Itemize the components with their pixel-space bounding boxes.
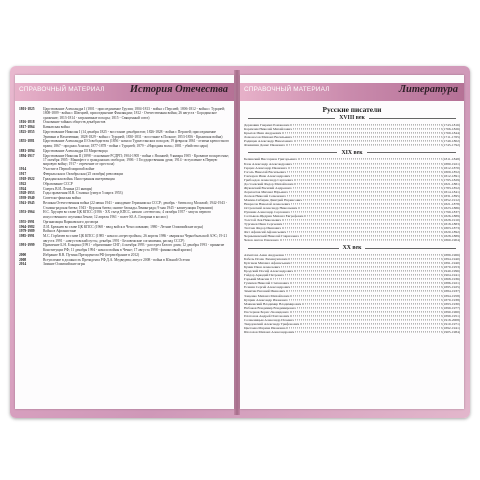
writer-name: Некрасов Николай Алексеевич xyxy=(244,201,291,206)
left-page-header-band xyxy=(15,83,234,101)
writer-years: (1870-1938) xyxy=(442,297,460,302)
dot-leader xyxy=(303,199,441,200)
history-year: 1955-1991 xyxy=(19,219,35,224)
writer-name: Жуковский Василий Андреевич xyxy=(244,185,292,190)
history-event: Царствование Александра II Освободителя (1856 - начало Туркестанских походов; 19 февраля 1861 - отмена крепостного права; 1867 - продажа Аляски; 1877-1878 - война с Турцией; 1879 - «Народная воля»; 1881 - убийство царя) xyxy=(43,139,230,148)
dot-leader xyxy=(291,263,441,264)
writer-years: (1891-1940) xyxy=(442,261,460,266)
dot-leader xyxy=(291,211,442,212)
dot-leader xyxy=(294,179,442,180)
writer-years: (1818-1883) xyxy=(442,222,460,227)
history-year: 1922 xyxy=(19,181,27,186)
history-row xyxy=(19,154,230,167)
writer-name: Булгаков Михаил Афанасьевич xyxy=(244,261,291,266)
dot-leader xyxy=(290,311,442,312)
writer-years: (1821-1878) xyxy=(442,201,460,206)
writer-name: Гайдар Аркадий Петрович xyxy=(244,273,284,278)
history-event: Участие в Первой мировой войне xyxy=(43,167,95,172)
history-event: Правление Б.Н. Ельцина (1991 - образование СНГ; 4 октября 1993 - расстрел Белого дома; 12 декабря 1993 - принятие Конституции РФ; 11 декабря 1994 - начало войны в Чечне; 17 августа 1998 - финансовый кризис) xyxy=(43,243,225,252)
dot-leader xyxy=(286,291,441,292)
century-label: XIX век xyxy=(341,149,363,156)
history-event: М.С. Горбачев во главе ЦК КПСС (1985 - начало «перестройки»; 26 апреля 1986 - авария на Чернобыльской АЭС; 19-21 августа 1991 - «августовский путч»; декабрь 1991 - Беловежские соглашения, распад СССР) xyxy=(43,234,228,243)
writer-years: (1812-1891) xyxy=(442,173,460,178)
century-heading xyxy=(244,150,460,156)
century-rule xyxy=(248,118,335,119)
century-heading xyxy=(244,245,460,251)
history-row xyxy=(19,149,230,153)
writer-years: (1823-1886) xyxy=(442,206,460,211)
history-row xyxy=(19,201,230,210)
dot-leader xyxy=(282,132,441,133)
dot-leader xyxy=(302,303,441,304)
writer-years: (1880-1921) xyxy=(442,161,460,166)
writer-years: (1745-1792) xyxy=(442,142,460,147)
writer-years: (1895-1925) xyxy=(442,285,460,290)
dot-leader xyxy=(291,203,441,204)
history-row xyxy=(19,243,230,252)
history-event: Царствование Александра III Миротворца xyxy=(43,148,108,153)
writer-years: (1831-1895) xyxy=(442,193,460,198)
writer-years: (1749-1802) xyxy=(442,138,460,143)
history-event: Годы правления И.В. Сталина (умер в 5 марта 1953) xyxy=(43,191,123,196)
writer-name: Чернышевский Николай Гаврилович xyxy=(244,234,299,239)
writer-name: Гумилев Николай Степанович xyxy=(244,281,289,286)
dot-leader xyxy=(293,128,442,129)
left-page-title: История Отечества xyxy=(129,84,228,95)
writer-name: Бродский Иосиф Александрович xyxy=(244,269,294,274)
history-year: 2014 xyxy=(19,262,27,267)
history-row xyxy=(19,253,230,257)
writer-name: Ломоносов Михаил Васильевич xyxy=(244,134,292,139)
dot-leader xyxy=(282,228,442,229)
century-label: XVIII век xyxy=(339,115,365,121)
dot-leader xyxy=(298,207,441,208)
dot-leader xyxy=(300,323,441,324)
writer-name: Тютчев Федор Иванович xyxy=(244,226,281,231)
dot-leader xyxy=(281,267,441,268)
writer-years: (1766-1826) xyxy=(442,126,460,131)
writer-name: Есенин Сергей Александрович xyxy=(244,285,291,290)
history-year: 1825-1855 xyxy=(19,130,35,135)
writers-content xyxy=(244,107,460,405)
dot-leader xyxy=(293,187,442,188)
writer-years: (1905-1984) xyxy=(442,329,460,334)
dot-leader xyxy=(293,163,442,164)
writer-name: Салтыков-Щедрин Михаил Евграфович xyxy=(244,214,304,219)
right-page-title: Литература xyxy=(398,84,458,95)
dot-leader xyxy=(288,258,441,259)
writer-years: (1783-1852) xyxy=(442,185,460,190)
dot-leader xyxy=(283,224,441,225)
history-row xyxy=(19,196,230,200)
left-page-history xyxy=(15,75,234,409)
dot-leader xyxy=(282,220,441,221)
history-year: 1855-1881 xyxy=(19,139,35,144)
history-event: Вступление в должность Президента РФ Д.А. Медведева; август 2008 - война в Южной Осетии xyxy=(43,257,190,262)
writer-name: Крылов Иван Андреевич xyxy=(244,130,282,135)
writer-name: Достоевский Федор Михайлович xyxy=(244,181,294,186)
history-row xyxy=(19,234,230,243)
writer-name: Радищев Александр Николаевич xyxy=(244,138,293,143)
writer-name: Островский Александр Николаевич xyxy=(244,206,298,211)
writer-years: (1812-1870) xyxy=(442,165,460,170)
history-row xyxy=(19,229,230,233)
writer-years: (1860-1904) xyxy=(442,238,460,243)
history-event: Зимние Олимпийские игры xyxy=(43,262,86,267)
writer-years: (1811-1848) xyxy=(442,157,460,162)
writer-years: (1886-1921) xyxy=(442,281,460,286)
writer-years: (1894-1940) xyxy=(442,257,460,262)
history-row xyxy=(19,262,230,266)
century-rule xyxy=(248,248,339,249)
history-event: Февральская и Октябрьская (25 октября) революции xyxy=(43,171,124,176)
history-row xyxy=(19,225,230,229)
writer-years: (1918-2008) xyxy=(442,317,460,322)
century-label: XX век xyxy=(342,245,362,252)
writer-name: Платонов Андрей Платонович xyxy=(244,313,290,318)
history-event: Кавказская война xyxy=(43,125,70,130)
dot-leader xyxy=(289,191,442,192)
dot-leader xyxy=(285,254,441,255)
writer-name: Фет Афанасий Афанасьевич xyxy=(244,230,287,235)
writer-years: (1826-1889) xyxy=(442,214,460,219)
dot-leader xyxy=(291,175,441,176)
dot-leader xyxy=(287,232,441,233)
history-year: 1953-1964 xyxy=(19,210,35,215)
dot-leader xyxy=(291,287,441,288)
writer-years: (1890-1960) xyxy=(442,309,460,314)
history-event: Основание тайных обществ декабристов xyxy=(43,120,106,125)
dot-leader xyxy=(289,299,442,300)
dot-leader xyxy=(290,315,441,316)
writer-name: Герцен Александр Иванович xyxy=(244,165,287,170)
writer-years: (1803-1873) xyxy=(442,226,460,231)
writer-years: (1940-1996) xyxy=(442,269,460,274)
history-event: Царствование Александра I (1801 - присоединение Грузии; 1804-1813 - война с Персией; 1806-1812 - война с Турцией; 1808-1809 - война с Швецией, присоединение Финляндии; 1812 - Отечественная война; 26 августа - Бородинское сражение; 1813-1814 - заграничные походы; 1815 - Священный союз) xyxy=(43,107,226,120)
writer-name: Замятин Евгений Иванович xyxy=(244,289,286,294)
writer-name: Грибоедов Александр Сергеевич xyxy=(244,177,293,182)
history-row xyxy=(19,258,230,262)
century-rule xyxy=(369,118,456,119)
dot-leader xyxy=(270,279,441,280)
history-year: 1914 xyxy=(19,167,27,172)
writer-name: Бабель Исаак Эммануилович xyxy=(244,257,288,262)
dot-leader xyxy=(294,271,441,272)
dot-leader xyxy=(293,136,442,137)
century-rule xyxy=(248,152,337,153)
writer-years: (1743-1816) xyxy=(442,122,460,127)
history-row xyxy=(19,107,230,120)
century-rule xyxy=(365,248,456,249)
dot-leader xyxy=(304,216,441,217)
writer-years: (1828-1910) xyxy=(442,218,460,223)
writer-years: (1795-1829) xyxy=(442,177,460,182)
history-year: 1894-1917 xyxy=(19,153,35,158)
history-row xyxy=(19,120,230,124)
writer-name: Тургенев Иван Сергеевич xyxy=(244,222,283,227)
writer-name: Лермонтов Михаил Юрьевич xyxy=(244,189,288,194)
dot-leader xyxy=(297,307,442,308)
history-event: Организация Варшавского договора xyxy=(43,219,99,224)
writer-name: Толстой Лев Николаевич xyxy=(244,218,282,223)
writer-name: Ахматова Анна Андреевна xyxy=(244,253,285,258)
history-year: 1801-1825 xyxy=(19,107,35,111)
history-year: 1918-1922 xyxy=(19,176,35,181)
history-year: 1979-1989 xyxy=(19,229,35,234)
writer-years: (1910-1971) xyxy=(442,321,460,326)
writer-years: (1820-1892) xyxy=(442,230,460,235)
dot-leader xyxy=(280,240,442,241)
history-year: 1985-1991 xyxy=(19,234,35,239)
history-year: 1816-1818 xyxy=(19,120,35,125)
writer-years: (1868-1936) xyxy=(442,277,460,282)
history-event: Л.И. Брежнев во главе ЦК КПСС (1968 - ввод войск в Чехословакию; 1980 - Летние Олимпийские игры) xyxy=(43,224,204,229)
writer-years: (1711-1765) xyxy=(442,134,460,139)
writer-name: Белинский Виссарион Григорьевич xyxy=(244,157,297,162)
history-year: 2000 xyxy=(19,252,27,257)
history-year: 1928-1953 xyxy=(19,191,35,196)
century-gap xyxy=(244,242,460,244)
century-heading xyxy=(244,115,460,121)
writer-years: (1893-1930) xyxy=(442,301,460,306)
history-row xyxy=(19,191,230,195)
writer-name: Зощенко Михаил Михайлович xyxy=(244,293,290,298)
writer-name: Солженицын Александр Исаевич xyxy=(244,317,294,322)
right-page-header-band xyxy=(240,83,464,101)
writer-name: Чехов Антон Павлович xyxy=(244,238,279,243)
history-row xyxy=(19,172,230,176)
history-year: 1991-1999 xyxy=(19,243,35,248)
history-row xyxy=(19,182,230,186)
history-event: Н.С. Хрущев во главе ЦК КПСС (1956 - XX съезд КПСС, начало «оттепели»; 4 октября 1957 - запуск первого искусственного спутника Земли; 12 апреля 1961 - полет Ю.А. Гагарина в космос) xyxy=(43,210,211,219)
dot-leader xyxy=(294,140,442,141)
history-row xyxy=(19,125,230,129)
history-event: Образование СССР xyxy=(43,181,73,186)
writer-name: Набоков Владимир Владимирович xyxy=(244,305,296,310)
history-row xyxy=(19,187,230,191)
history-year: 1817-1864 xyxy=(19,125,35,130)
writer-name: Карамзин Николай Михайлович xyxy=(244,126,292,131)
writer-years: (1892-1941) xyxy=(442,325,460,330)
writer-years: (1884-1937) xyxy=(442,289,460,294)
writer-years: (1814-1841) xyxy=(442,189,460,194)
dot-leader xyxy=(286,144,442,145)
history-row xyxy=(19,130,230,139)
writer-name: Твардовский Александр Трифонович xyxy=(244,321,300,326)
history-row xyxy=(19,220,230,224)
writer-name: Гоголь Николай Васильевич xyxy=(244,169,286,174)
history-year: 1964-1982 xyxy=(19,224,35,229)
history-year: 1881-1894 xyxy=(19,148,35,153)
history-timeline xyxy=(19,107,230,405)
century-rule xyxy=(367,152,456,153)
history-row xyxy=(19,167,230,171)
history-year: 1939-1940 xyxy=(19,196,35,201)
writer-name: Блок Александр Александрович xyxy=(244,161,292,166)
writer-name: Фонвизин Денис Иванович xyxy=(244,142,285,147)
writer-name: Гончаров Иван Александрович xyxy=(244,173,291,178)
writer-name: Горький Максим xyxy=(244,277,270,282)
writer-years: (1821-1881) xyxy=(442,181,460,186)
dot-leader xyxy=(285,275,442,276)
history-row xyxy=(19,139,230,148)
writer-years: (1870-1953) xyxy=(442,265,460,270)
writer-name: Лесков Николай Семенович xyxy=(244,193,286,198)
history-event: Царствование Николая II (1898 - основание РСДРП; 1904-1905 - война с Японией; 9 января 1905 - Кровавое воскресенье; 17 октября 1905 - Манифест о гражданских свободах; 1906 - I Государственная дума; 1914 - вступление в Первую мировую войну; 1917 - отречение от престола) xyxy=(43,153,229,167)
history-year: 1924 xyxy=(19,186,27,191)
dot-leader xyxy=(290,295,441,296)
dot-leader xyxy=(286,327,441,328)
section-title: Русские писатели xyxy=(322,105,382,114)
left-band-label: СПРАВОЧНЫЙ МАТЕРИАЛ xyxy=(19,86,105,93)
writer-years: (1889-1966) xyxy=(442,253,460,258)
century-gap xyxy=(244,147,460,149)
dot-leader xyxy=(287,171,442,172)
writer-name: Пастернак Борис Леонидович xyxy=(244,309,289,314)
writer-years: (1904-1941) xyxy=(442,273,460,278)
dot-leader xyxy=(300,236,442,237)
writer-name: Маяковский Владимир Владимирович xyxy=(244,301,302,306)
writers-list xyxy=(244,115,460,336)
history-event: Великая Отечественная война (22 июня 1941 - нападение Германии на СССР; декабрь - битва под Москвой; 1942-1943 - Сталинградская битва; 1943 - Курская битва; снятие блокады Ленинграда; 9 мая 1945 - капитуляция Германии) xyxy=(43,201,228,210)
right-band-label: СПРАВОЧНЫЙ МАТЕРИАЛ xyxy=(244,86,330,93)
dot-leader xyxy=(290,124,441,125)
history-event: Гражданская война. Иностранная интервенция xyxy=(43,176,115,181)
history-event: Война в Афганистане xyxy=(43,229,77,234)
dot-leader xyxy=(290,283,442,284)
writer-years: (1852-1912) xyxy=(442,197,460,202)
century-gap xyxy=(244,334,460,336)
writer-years: (1769-1844) xyxy=(442,130,460,135)
writer-years: (1828-1889) xyxy=(442,234,460,239)
writer-name: Мамин-Сибиряк Дмитрий Наркисович xyxy=(244,197,303,202)
dot-leader xyxy=(298,159,442,160)
writer-years: (1899-1951) xyxy=(442,313,460,318)
dot-leader xyxy=(294,183,441,184)
writer-years: (1899-1977) xyxy=(442,305,460,310)
writer-name: Пушкин Александр Сергеевич xyxy=(244,210,290,215)
writer-name: Державин Гавриил Романович xyxy=(244,122,290,127)
dot-leader xyxy=(287,195,442,196)
dot-leader xyxy=(295,319,442,320)
writer-name: Бунин Иван Алексеевич xyxy=(244,265,281,270)
writer-name: Куприн Александр Иванович xyxy=(244,297,288,302)
history-event: Избрание В.В. Путина Президентом РФ (переизбрание в 2012) xyxy=(43,252,140,257)
history-row xyxy=(19,210,230,219)
history-row xyxy=(19,177,230,181)
writer-years: (1809-1852) xyxy=(442,169,460,174)
dot-leader xyxy=(295,331,441,332)
writer-name: Цветаева Марина Ивановна xyxy=(244,325,286,330)
history-year: 1917 xyxy=(19,171,27,176)
writer-name: Шолохов Михаил Александрович xyxy=(244,329,295,334)
history-event: Царствование Николая I (14 декабря 1825 - восстание декабристов; 1826-1828 - война с Персией; присоединение Эривани и Нахичевани; 1828-1829 - война с Турцией; 1830-1831 - восстание в Польше; 1853-1856 - Крымская война) xyxy=(43,130,223,139)
history-year: 1941-1945 xyxy=(19,201,35,206)
dot-leader xyxy=(288,167,442,168)
history-event: Смерть В.И. Ленина (21 января) xyxy=(43,186,93,191)
writer-years: (1799-1837) xyxy=(442,210,460,215)
history-year: 2008 xyxy=(19,257,27,262)
history-event: Советско-финская война xyxy=(43,196,81,201)
writer-years: (1894-1958) xyxy=(442,293,460,298)
right-page-literature xyxy=(240,75,464,409)
